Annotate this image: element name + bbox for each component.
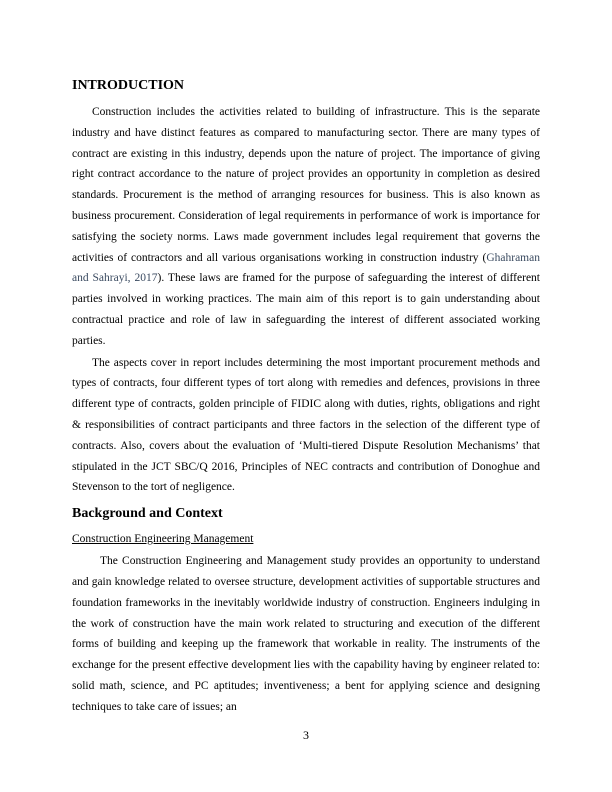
page-content	[72, 76, 540, 718]
page-number: 3	[303, 728, 309, 742]
citation: Ghahraman and Sahrayi, 2017	[72, 251, 540, 285]
background-heading: Background and Context	[72, 506, 223, 522]
intro-text-before-citation: Construction includes the activities related to building of infrastructure. This is the separate industry and have distinct features as compared to manufacturing sector. There are many types of contract are existing in this industry, depends upon the nature of project. The importance of giving right contract accordance to the nature of project provides an opportunity in completion as desired standards. Procurement is the method of arranging resources for business. This is also known as business procurement. Consideration of legal requirements in performance of work is importance for satisfying the society norms. Laws made government includes legal requirement that governs the activities of contractors and all various organisations working in construction industry (	[72, 106, 540, 264]
construction-engineering-subheading: Construction Engineering Management	[72, 533, 254, 546]
background-paragraph-1: The Construction Engineering and Management study provides an opportunity to understand and gain knowledge related to oversee structure, development activities of supportable structures and foundation frameworks in the inevitably worldwide industry of construction. Engineers indulging in the work of construction have the main work related to structuring and execution of the different forms of building and keeping up the framework that workable in reality. The instruments of the exchange for the present effective development lies with the capability having by engineer related to: solid math, science, and PC aptitudes; inventiveness; a bent for applying science and designing techniques to take care of issues; an	[72, 555, 540, 713]
introduction-paragraph-1	[72, 102, 540, 352]
introduction-paragraph-2: The aspects cover in report includes determining the most important procurement methods and types of contracts, four different types of tort along with remedies and defences, provisions in three different type of contracts, golden principle of FIDIC along with duties, rights, obligations and right & responsibilities of contract participants and three factors in the selection of the different type of contracts. Also, covers about the evaluation of ‘Multi-tiered Dispute Resolution Mechanisms’ that stipulated in the JCT SBC/Q 2016, Principles of NEC contracts and contribution of Donoghue and Stevenson to the tort of negligence.	[72, 356, 540, 494]
intro-text-after-citation: ). These laws are framed for the purpose of safeguarding the interest of different parties involved in working practices. The main aim of this report is to gain understanding about contractual practice and role of law in safeguarding the interest of different associated working parties.	[72, 272, 540, 347]
introduction-heading: INTRODUCTION	[72, 78, 185, 93]
